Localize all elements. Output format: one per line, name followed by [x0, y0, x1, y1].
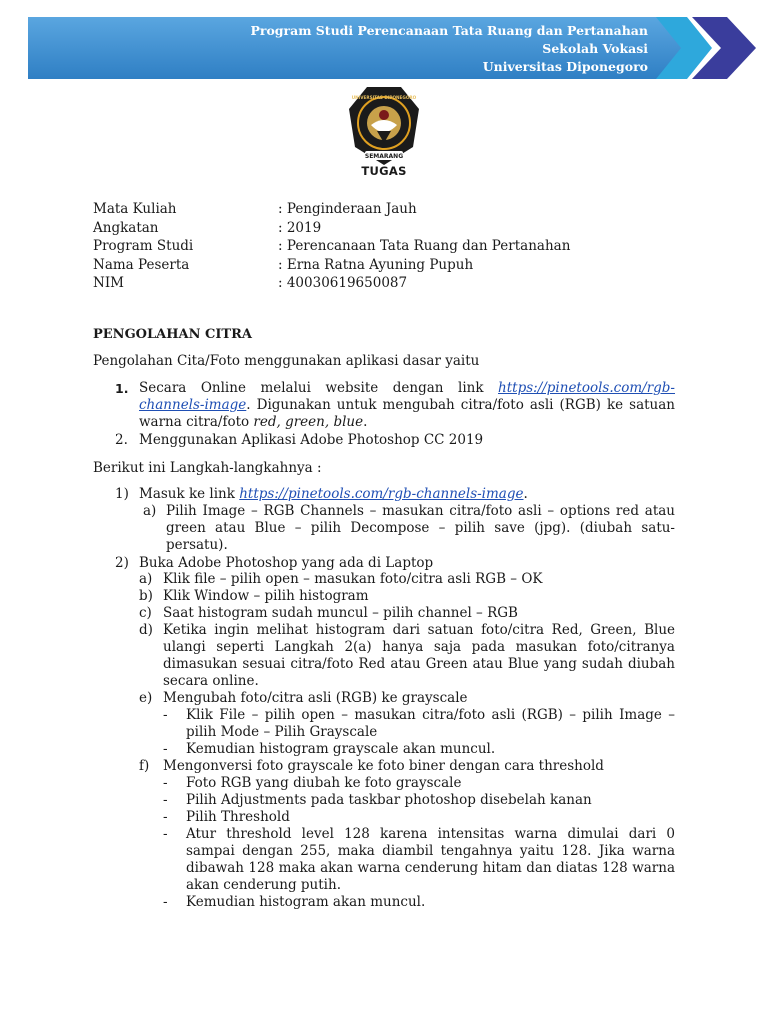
step-1-pre: Masuk ke link — [139, 486, 240, 502]
step-2f-item: Foto RGB yang diubah ke foto grayscale — [186, 775, 462, 791]
step-2b-text: Klik Window – pilih histogram — [163, 588, 369, 604]
logo-city-text: SEMARANG — [364, 153, 404, 160]
info-value: : 40030619650087 — [278, 275, 408, 291]
logo-university-text: UNIVERSITAS DIPONEGORO — [351, 95, 417, 100]
info-label: Program Studi — [93, 238, 194, 254]
method-1-text — [139, 380, 675, 431]
info-row-program — [93, 237, 570, 256]
step-2a-text: Klik file – pilih open – masukan foto/citra asli RGB – OK — [163, 571, 543, 587]
student-info — [93, 200, 570, 293]
step-sub-number: c) — [139, 605, 152, 621]
step-sub-number: a) — [143, 503, 157, 519]
method-number: 1. — [115, 381, 129, 396]
info-label: NIM — [93, 275, 124, 291]
header-banner — [0, 0, 768, 88]
step-sub-number: e) — [139, 690, 153, 706]
step-number: 2) — [115, 555, 129, 571]
header-line-school: Sekolah Vokasi — [542, 41, 648, 56]
bullet-dash: - — [163, 826, 168, 842]
step-sub-number: b) — [139, 588, 153, 604]
step-2e-item: Klik File – pilih open – masukan citra/foto asli (RGB) – pilih Image – pilih Mode – Pilih Grayscale — [186, 707, 675, 740]
method-1-italic: red, green, blue — [253, 414, 364, 430]
step-2f-item: Atur threshold level 128 karena intensitas warna dimulai dari 0 sampai dengan 255, maka diambil tengahnya yaitu 128. Jika warna dibawah 128 maka akan warna cenderung hitam dan diatas 128 warna akan cenderung putih. — [186, 826, 675, 893]
step-2e-item: Kemudian histogram grayscale akan muncul. — [186, 741, 496, 757]
step-sub-number: d) — [139, 622, 153, 638]
bullet-dash: - — [163, 809, 168, 825]
step-2f-item: Pilih Adjustments pada taskbar photoshop disebelah kanan — [186, 792, 592, 808]
bullet-dash: - — [163, 741, 168, 757]
header-line-university: Universitas Diponegoro — [482, 59, 648, 74]
step-sub-number: f) — [139, 758, 150, 774]
step-1-end: . — [523, 486, 528, 502]
info-label: Angkatan — [93, 219, 159, 236]
step-2f-item: Pilih Threshold — [186, 809, 290, 825]
method-1-end: . — [363, 414, 368, 430]
method-number: 2. — [115, 432, 128, 448]
pinetools-link[interactable]: https://pinetools.com/rgb-channels-image — [139, 380, 675, 413]
method-2-text: Menggunakan Aplikasi Adobe Photoshop CC 2019 — [139, 432, 484, 448]
info-label: Nama Peserta — [93, 256, 190, 273]
step-2c-text: Saat histogram sudah muncul – pilih channel – RGB — [163, 605, 518, 621]
bullet-dash: - — [163, 775, 168, 791]
info-value: : Penginderaan Jauh — [278, 201, 417, 217]
step-1a-text: Pilih Image – RGB Channels – masukan citra/foto asli – options red atau green atau Blue – pilih Decompose – pilih save (jpg). (diubah satu-persatu). — [166, 503, 675, 553]
method-1-pre: Secara Online melalui website dengan link — [139, 380, 499, 396]
method-1-post: . Digunakan untuk mengubah citra/foto asli (RGB) ke satuan warna citra/foto — [139, 397, 675, 430]
header-institution — [250, 22, 648, 76]
section-title: PENGOLAHAN CITRA — [93, 327, 252, 342]
step-number: 1) — [115, 486, 129, 502]
step-2d-text: Ketika ingin melihat histogram dari satuan foto/citra Red, Green, Blue ulangi seperti Langkah 2(a) hanya saja pada masukan foto/citranya dimasukan sesuai citra/foto Red atau Green atau Blue yang sudah diubah secara online. — [163, 622, 675, 689]
bullet-dash: - — [163, 792, 168, 808]
bullet-dash: - — [163, 707, 168, 723]
step-sub-number: a) — [139, 571, 153, 587]
step-2-text: Buka Adobe Photoshop yang ada di Laptop — [139, 555, 434, 571]
bullet-dash: - — [163, 894, 168, 910]
step-2f-item: Kemudian histogram akan muncul. — [186, 894, 426, 910]
info-value: : Perencanaan Tata Ruang dan Pertanahan — [278, 238, 571, 254]
info-row-name — [93, 256, 570, 275]
info-row-year — [93, 219, 570, 238]
step-1-text — [139, 486, 675, 503]
step-2f-text: Mengonversi foto grayscale ke foto biner dengan cara threshold — [163, 758, 604, 774]
step-2e-text: Mengubah foto/citra asli (RGB) ke grayscale — [163, 690, 468, 706]
pinetools-link[interactable]: https://pinetools.com/rgb-channels-image — [239, 486, 524, 502]
info-value: : Erna Ratna Ayuning Pupuh — [278, 256, 474, 273]
steps-intro: Berikut ini Langkah-langkahnya : — [93, 460, 322, 476]
header-line-program: Program Studi Perencanaan Tata Ruang dan Pertanahan — [250, 23, 648, 38]
info-row-course — [93, 200, 570, 219]
info-label: Mata Kuliah — [93, 201, 177, 217]
university-logo — [347, 85, 421, 167]
intro-text: Pengolahan Cita/Foto menggunakan aplikasi dasar yaitu — [93, 353, 480, 369]
document-title: TUGAS — [361, 164, 407, 178]
info-value: : 2019 — [278, 219, 322, 236]
info-row-nim — [93, 274, 570, 293]
